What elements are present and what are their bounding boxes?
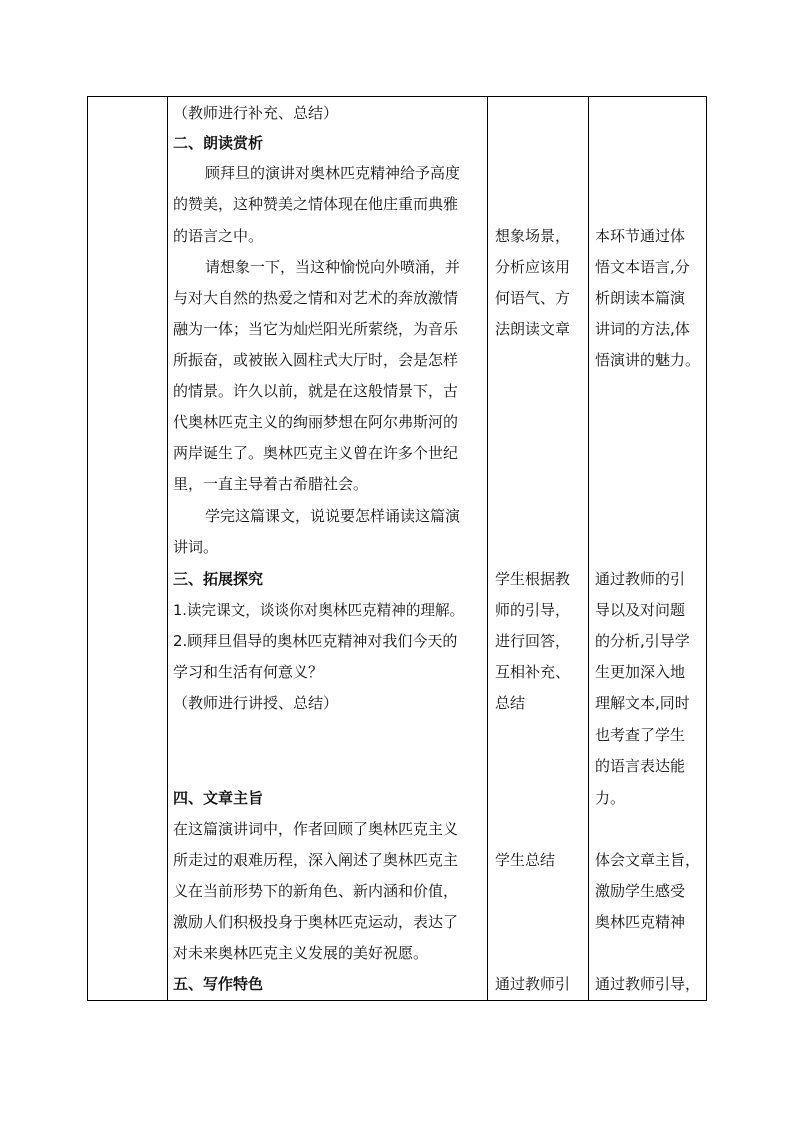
content-line: 代奥林匹克主义的绚丽梦想在阿尔弗斯河的	[173, 413, 459, 431]
activity-line: 总结	[495, 694, 526, 712]
content-line: 的语言之中。	[173, 227, 264, 245]
content-line: 的情景。许久以前，就是在这般情景下，古	[173, 382, 459, 400]
intent-line: 通过教师引导，	[595, 975, 701, 993]
content-line: （教师进行讲授、总结）	[173, 694, 339, 712]
content-line: 两岸诞生了。奥林匹克主义曾在许多个世纪	[173, 444, 459, 462]
content-line: 1.读完课文，谈谈你对奥林匹克精神的理解。	[173, 602, 465, 619]
activity-line: 分析应该用	[495, 258, 571, 276]
content-line: 2.顾拜旦倡导的奥林匹克精神对我们今天的	[173, 632, 458, 650]
intent-line: 激励学生感受	[595, 882, 686, 900]
activity-line: 想象场景，	[495, 227, 571, 245]
content-line: 学习和生活有何意义？	[173, 663, 324, 681]
content-line: 激励人们积极投身于奥林匹克运动，表达了	[173, 913, 459, 931]
lesson-plan-table	[87, 96, 707, 1001]
table-border-top	[87, 96, 707, 97]
section-heading: 四、文章主旨	[173, 789, 264, 807]
content-line: 讲词。	[173, 538, 219, 556]
content-line: 所走过的艰难历程，深入阐述了奥林匹克主	[173, 851, 459, 869]
activity-line: 通过教师引	[495, 975, 571, 993]
content-line: 所振奋，或被嵌入圆柱式大厅时，会是怎样	[173, 351, 459, 369]
content-line: 对未来奥林匹克主义发展的美好祝愿。	[173, 944, 429, 962]
content-line: 顾拜旦的演讲对奥林匹克精神给予高度	[205, 164, 461, 182]
content-line: 里，一直主导着古希腊社会。	[173, 475, 369, 493]
activity-line: 何语气、方	[495, 289, 571, 307]
content-line: 请想象一下，当这种愉悦向外喷涌，并	[205, 258, 461, 276]
activity-line: 学生根据教	[495, 570, 571, 588]
intent-line: 体会文章主旨，	[595, 851, 701, 869]
content-line: 学完这篇课文，说说要怎样诵读这篇演	[205, 507, 461, 525]
table-border-bottom	[87, 1000, 707, 1001]
column-divider-3	[588, 96, 589, 1001]
intent-line: 析朗读本篇演	[595, 289, 686, 307]
activity-line: 学生总结	[495, 851, 556, 869]
intent-line: 悟演讲的魅力。	[595, 351, 701, 369]
activity-line: 师的引导，	[495, 601, 571, 619]
activity-line: 进行回答，	[495, 632, 571, 650]
content-line: 在这篇演讲词中，作者回顾了奥林匹克主义	[173, 820, 459, 838]
table-border-left	[87, 96, 88, 1001]
intent-line: 生更加深入地	[595, 663, 686, 681]
content-line: 融为一体；当它为灿烂阳光所萦绕，为音乐	[173, 320, 459, 338]
intent-line: 奥林匹克精神	[595, 913, 686, 931]
content-line: 义在当前形势下的新角色、新内涵和价值，	[173, 882, 459, 900]
table-border-right	[706, 96, 707, 1001]
section-heading: 五、写作特色	[173, 975, 264, 993]
intent-line: 本环节通过体	[595, 227, 686, 245]
activity-line: 法朗读文章	[495, 320, 571, 338]
intent-line: 导以及对问题	[595, 601, 686, 619]
content-line: 与对大自然的热爱之情和对艺术的奔放激情	[173, 289, 459, 307]
intent-line: 力。	[595, 789, 626, 807]
intent-line: 理解文本,同时	[595, 694, 690, 712]
intent-line: 悟文本语言,分	[595, 258, 690, 276]
content-line: （教师进行补充、总结）	[173, 104, 339, 122]
intent-line: 的分析,引导学	[595, 632, 690, 650]
section-heading: 三、拓展探究	[173, 570, 264, 588]
column-divider-2	[487, 96, 488, 1001]
intent-line: 也考查了学生	[595, 726, 686, 744]
column-divider-1	[167, 96, 168, 1001]
content-line: 的赞美，这种赞美之情体现在他庄重而典雅	[173, 195, 459, 213]
intent-line: 的语言表达能	[595, 757, 686, 775]
activity-line: 互相补充、	[495, 663, 571, 681]
section-heading: 二、朗读赏析	[173, 134, 264, 152]
intent-line: 通过教师的引	[595, 570, 686, 588]
intent-line: 讲词的方法,体	[595, 320, 690, 338]
